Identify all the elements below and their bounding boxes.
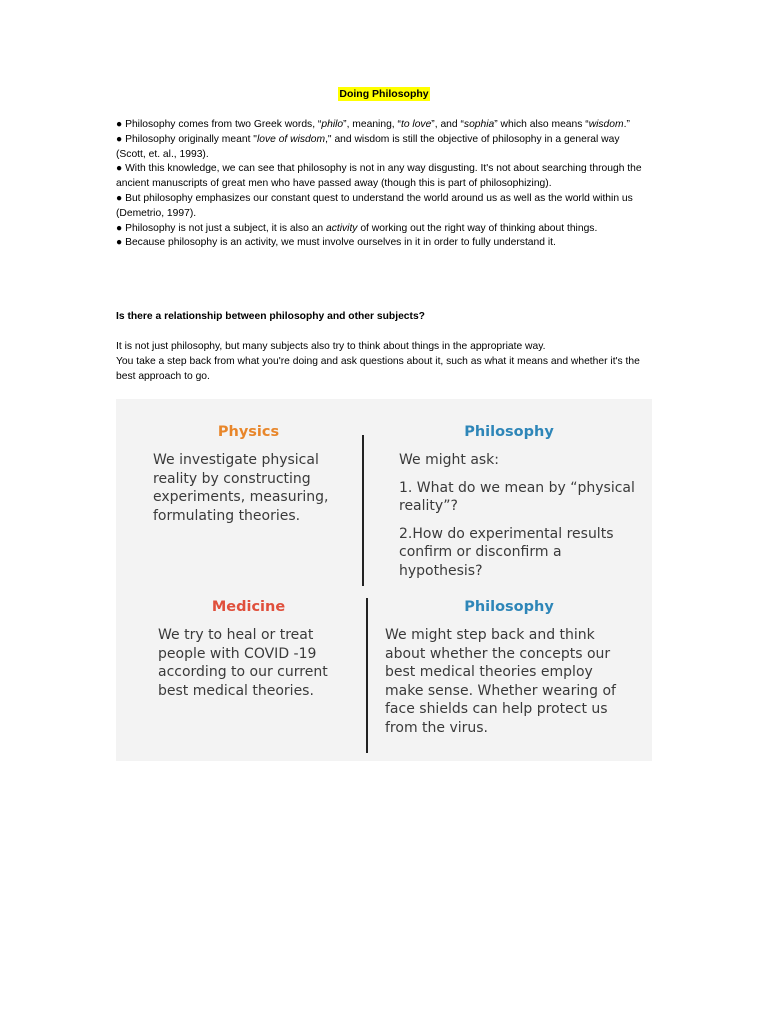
medicine-text: We try to heal or treat people with COVID -19 according to our current best medical theories. [158, 627, 328, 699]
italic-term: sophia [463, 119, 495, 130]
bullet-text: ” which also means “ [494, 119, 589, 130]
bullet-text: ”, and “ [431, 119, 464, 130]
italic-term: to love [400, 119, 432, 130]
document-title [0, 88, 768, 100]
philosophy-heading: Philosophy [464, 599, 554, 615]
bullet-text: ● Philosophy is not just a subject, it is also an [116, 222, 326, 234]
physics-text: We investigate physical reality by constructing experiments, measuring, formulating theories. [153, 452, 329, 524]
bullet-item: ● But philosophy emphasizes our constant quest to understand the world around us as well as the world within us (Demetrio, 1997). [116, 192, 633, 219]
medicine-heading: Medicine [211, 599, 286, 615]
italic-term: activity [325, 222, 358, 234]
bullet-item [116, 118, 646, 133]
physics-heading: Physics [217, 424, 280, 440]
philosophy-questions [399, 451, 639, 589]
italic-term: philo [321, 119, 344, 130]
bullet-text: ," and wisdom is still the objective of philosophy in a general way (Scott, et. al., 1993). [116, 133, 620, 160]
bullet-item [116, 133, 646, 163]
section-question: Is there a relationship between philosophy and other subjects? [116, 311, 425, 322]
column-divider [362, 435, 364, 586]
column-divider [366, 598, 368, 753]
bullet-item: ● Because philosophy is an activity, we must involve ourselves in it in order to fully understand it. [116, 237, 556, 249]
italic-term: love of wisdom [256, 133, 326, 145]
bullet-item [116, 222, 646, 237]
intro-line: It is not just philosophy, but many subjects also try to think about things in the appropriate way. [116, 341, 546, 352]
question-item: 1. What do we mean by “physical reality”? [399, 479, 635, 514]
bullet-text: ● Philosophy originally meant " [116, 133, 257, 145]
ask-line: We might ask: [399, 452, 500, 468]
intro-line: You take a step back from what you're doing and ask questions about it, such as what it means and whether it's the best approach to go. [116, 355, 640, 382]
intro-paragraph [116, 340, 656, 384]
title-highlight: Doing Philosophy [339, 88, 429, 100]
italic-term: wisdom [588, 119, 624, 130]
philosophy-text: We might step back and think about whether the concepts our best medical theories employ make sense. Whether wearing of face shields can help protect us from the virus. [385, 627, 616, 736]
bullet-text: ”, meaning, “ [343, 119, 401, 130]
bullet-text: .” [623, 119, 630, 130]
bullet-text: of working out the right way of thinking about things. [357, 222, 598, 234]
bullet-list [116, 118, 646, 251]
bullet-item: ● With this knowledge, we can see that philosophy is not in any way disgusting. It's not about searching through the ancient manuscripts of great men who have passed away (though this is part of philosophizing). [116, 163, 642, 190]
comparison-panel [116, 399, 652, 761]
bullet-text: ● Philosophy comes from two Greek words, “ [116, 119, 322, 130]
philosophy-heading: Philosophy [464, 424, 554, 440]
question-item: 2.How do experimental results confirm or disconfirm a hypothesis? [399, 525, 614, 579]
